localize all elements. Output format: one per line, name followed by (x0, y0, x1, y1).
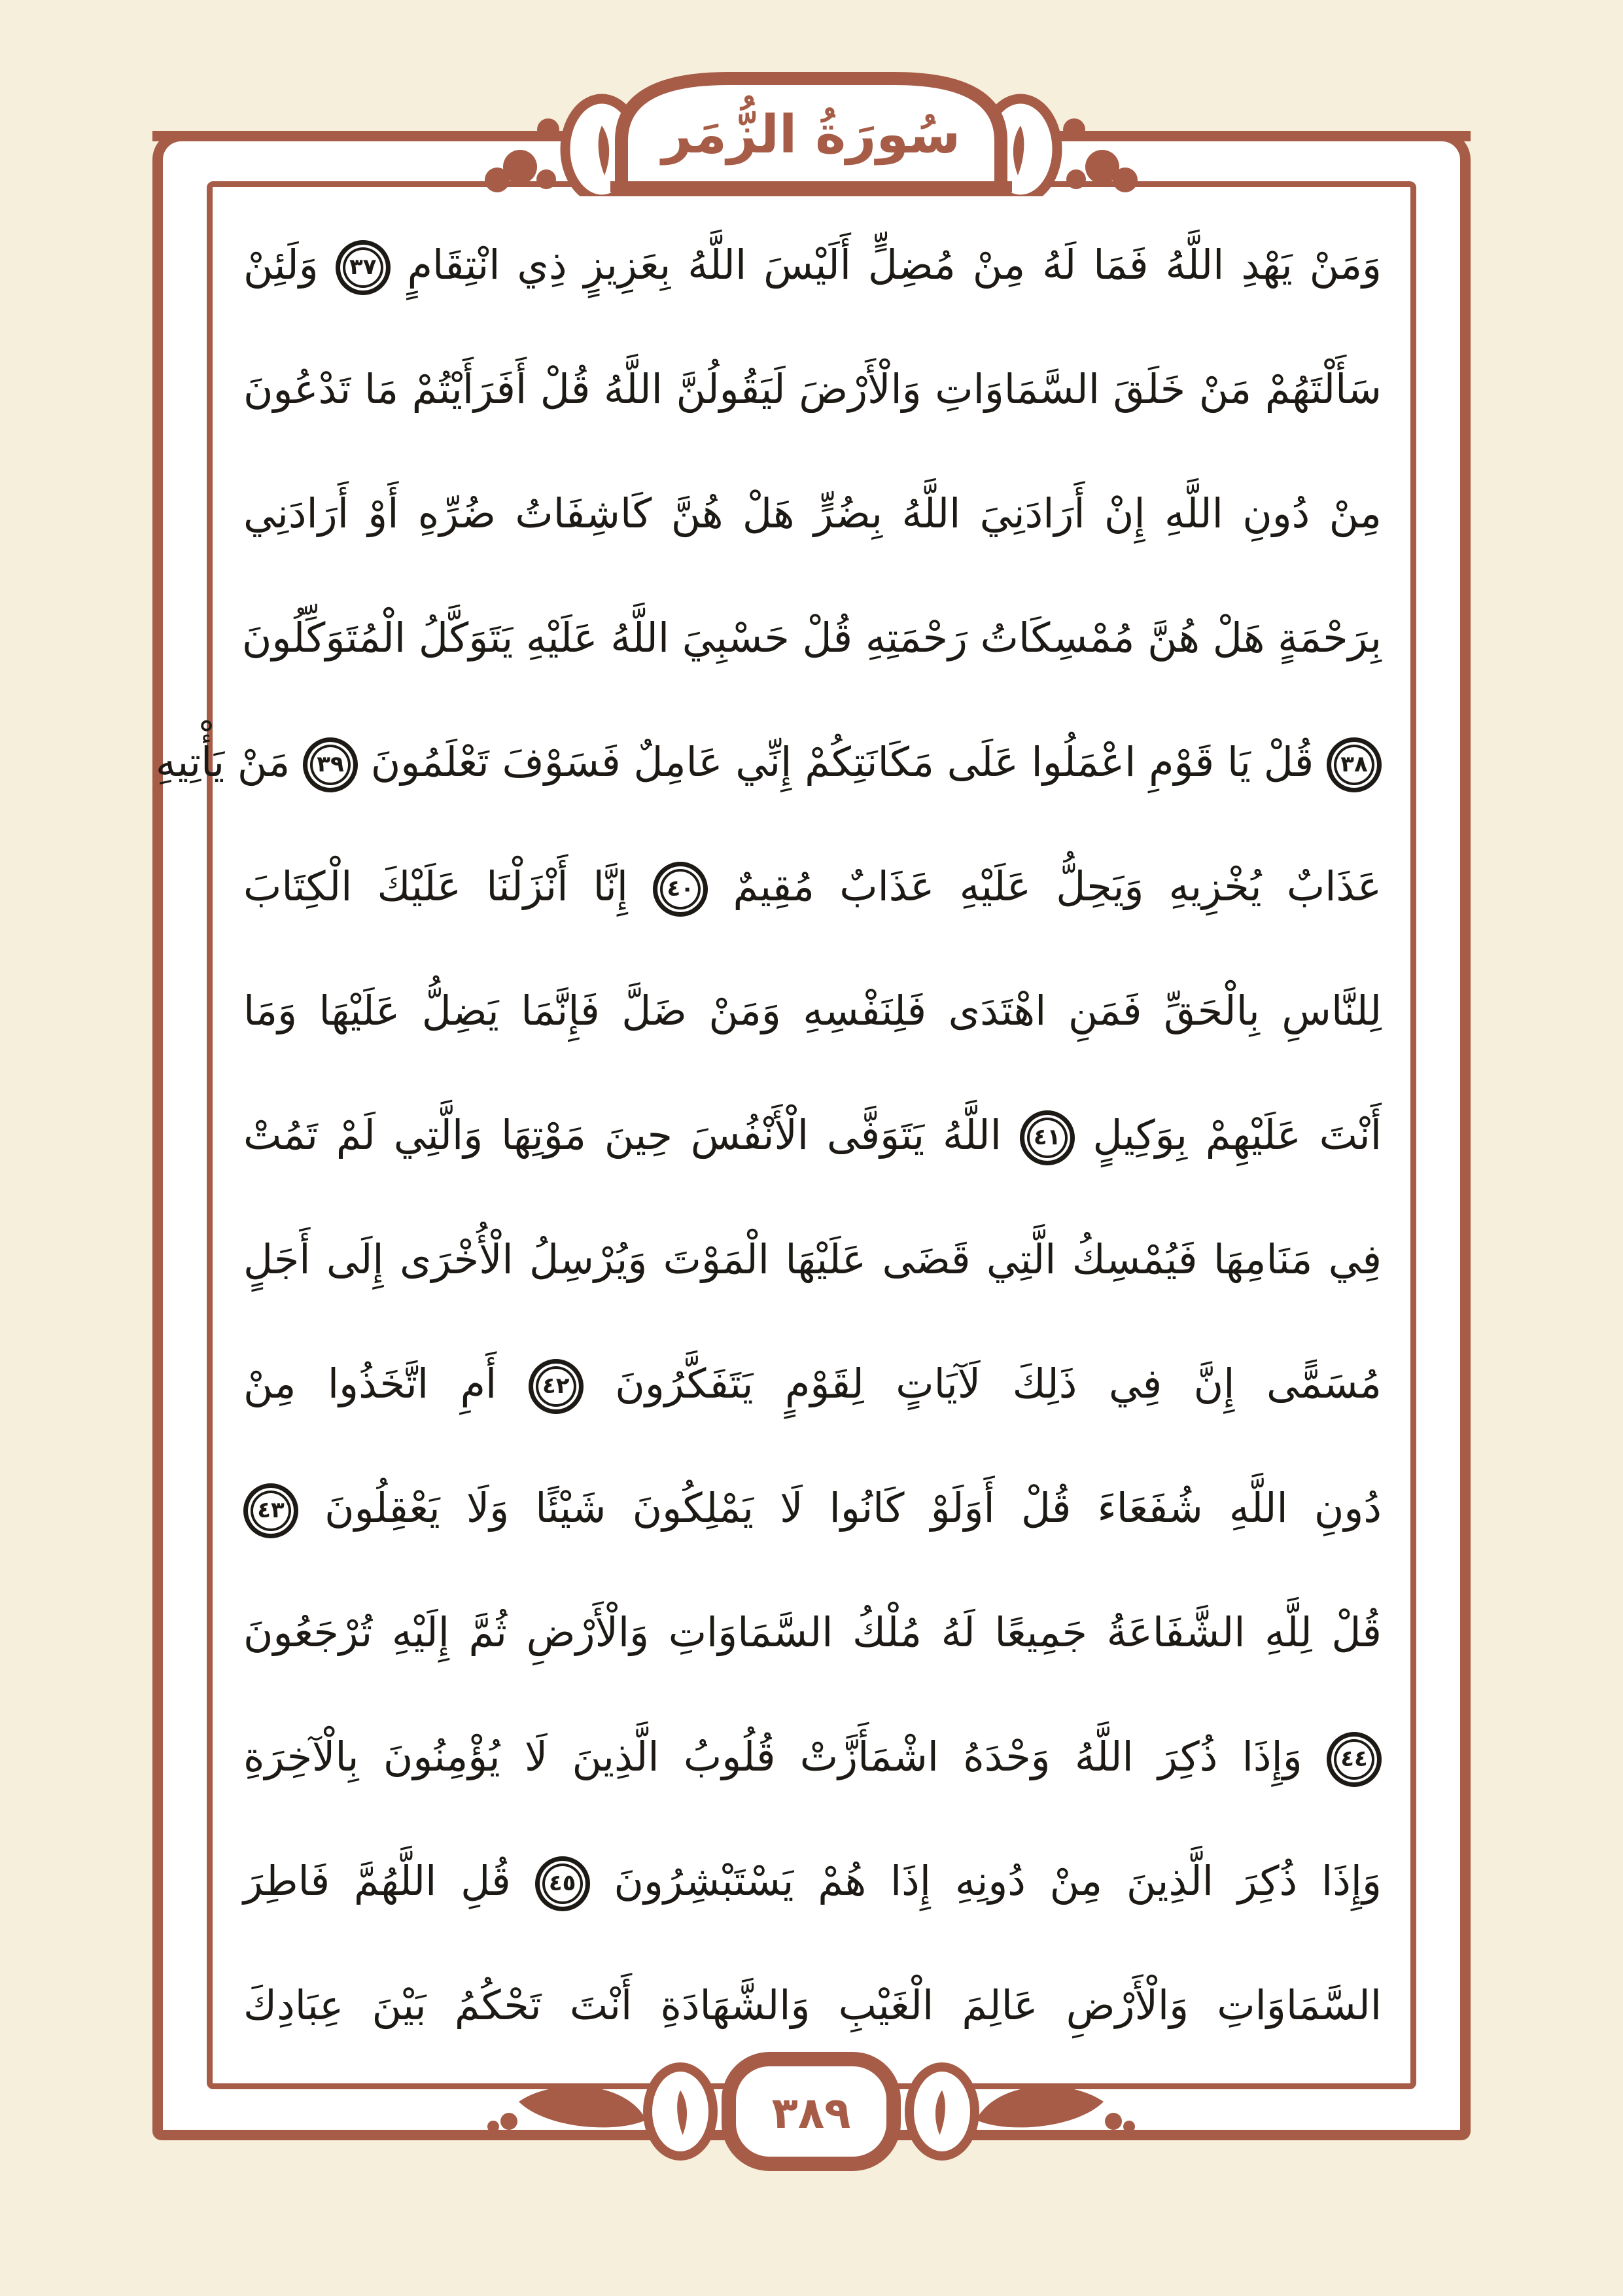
ayah-end-marker: ٤٥ (535, 1856, 590, 1911)
quran-line (243, 1322, 1382, 1446)
quran-line (243, 1197, 1382, 1322)
page-number: ٣٨٩ (771, 2088, 851, 2138)
quran-line (243, 1695, 1382, 1819)
ayah-end-marker: ٤٣ (243, 1483, 298, 1538)
quran-line (243, 824, 1382, 949)
page-number-ornament (152, 2041, 1471, 2202)
quran-line (243, 1073, 1382, 1197)
ayah-text: إِنَّا أَنْزَلْنَا عَلَيْكَ الْكِتَابَ (243, 862, 629, 910)
quran-line (243, 327, 1382, 451)
ayah-end-marker: ٣٨ (1327, 737, 1382, 792)
dome-base-line (610, 181, 1012, 192)
quran-text-block (155, 203, 1382, 2068)
quran-line (243, 949, 1382, 1073)
ayah-text: فِي مَنَامِهَا فَيُمْسِكُ الَّتِي قَضَى عَلَيْهَا الْمَوْتَ وَيُرْسِلُ الْأُخْرَى إِلَى أَجَلٍ (243, 1235, 1382, 1283)
ayah-text: وَإِذَا ذُكِرَ الَّذِينَ مِنْ دُونِهِ إِذَا هُمْ يَسْتَبْشِرُونَ (614, 1857, 1382, 1905)
quran-line (243, 1570, 1382, 1695)
quran-line (243, 576, 1382, 700)
surah-header-ornament (152, 36, 1471, 196)
ayah-text: بِرَحْمَةٍ هَلْ هُنَّ مُمْسِكَاتُ رَحْمَتِهِ قُلْ حَسْبِيَ اللَّهُ عَلَيْهِ يَتَوَكَّلُ الْمُتَوَكِّلُونَ (241, 614, 1382, 662)
ayah-text: وَإِذَا ذُكِرَ اللَّهُ وَحْدَهُ اشْمَأَزَّتْ قُلُوبُ الَّذِينَ لَا يُؤْمِنُونَ بِالْآخِرَةِ (243, 1733, 1302, 1780)
ayah-text: قُلِ اللَّهُمَّ فَاطِرَ (243, 1857, 511, 1905)
ayah-end-marker: ٤٢ (529, 1359, 584, 1414)
quran-line (243, 203, 1382, 327)
ayah-end-marker: ٤١ (1020, 1110, 1075, 1165)
quran-line (243, 1819, 1382, 1943)
ayah-text: وَمَنْ يَهْدِ اللَّهُ فَمَا لَهُ مِنْ مُضِلٍّ أَلَيْسَ اللَّهُ بِعَزِيزٍ ذِي انْتِقَامٍ (407, 241, 1382, 289)
ayah-text: قُلْ يَا قَوْمِ اعْمَلُوا عَلَى مَكَانَتِكُمْ إِنِّي عَامِلٌ فَسَوْفَ تَعْلَمُونَ (370, 738, 1314, 786)
footer-right-wing (909, 2067, 1135, 2156)
quran-line (243, 451, 1382, 576)
ayah-end-marker: ٣٩ (303, 737, 358, 792)
ayah-text: السَّمَاوَاتِ وَالْأَرْضِ عَالِمَ الْغَيْبِ وَالشَّهَادَةِ أَنْتَ تَحْكُمُ بَيْنَ عِبَادِكَ (243, 1981, 1382, 2029)
quran-line (243, 1446, 1382, 1570)
surah-title: سُورَةُ الزُّمَر (661, 104, 961, 165)
ayah-text: اللَّهُ يَتَوَفَّى الْأَنْفُسَ حِينَ مَوْتِهَا وَالَّتِي لَمْ تَمُتْ (243, 1111, 1002, 1159)
quran-line (155, 700, 1382, 824)
ayah-end-marker: ٣٧ (336, 240, 391, 295)
ayah-text: أَنْتَ عَلَيْهِمْ بِوَكِيلٍ (1092, 1111, 1382, 1159)
ayah-text: وَلَئِنْ (243, 241, 319, 289)
ayah-text: دُونِ اللَّهِ شُفَعَاءَ قُلْ أَوَلَوْ كَانُوا لَا يَمْلِكُونَ شَيْئًا وَلَا يَعْقِلُونَ (324, 1484, 1382, 1532)
footer-left-wing (487, 2067, 713, 2156)
ayah-text: لِلنَّاسِ بِالْحَقِّ فَمَنِ اهْتَدَى فَلِنَفْسِهِ وَمَنْ ضَلَّ فَإِنَّمَا يَضِلُّ عَلَيْهَا وَمَا (243, 987, 1382, 1034)
ayah-text: مَنْ يَأْتِيهِ (155, 738, 290, 786)
ayah-text: سَأَلْتَهُمْ مَنْ خَلَقَ السَّمَاوَاتِ وَالْأَرْضَ لَيَقُولُنَّ اللَّهُ قُلْ أَفَرَأَيْتُمْ مَا تَدْعُونَ (243, 365, 1382, 413)
ayah-text: أَمِ اتَّخَذُوا مِنْ (243, 1360, 497, 1407)
ayah-text: مُسَمًّى إِنَّ فِي ذَلِكَ لَآيَاتٍ لِقَوْمٍ يَتَفَكَّرُونَ (615, 1360, 1382, 1407)
ayah-end-marker: ٤٠ (653, 862, 708, 917)
ayah-text: عَذَابٌ يُخْزِيهِ وَيَحِلُّ عَلَيْهِ عَذَابٌ مُقِيمٌ (733, 862, 1382, 910)
ayah-text: قُلْ لِلَّهِ الشَّفَاعَةُ جَمِيعًا لَهُ مُلْكُ السَّمَاوَاتِ وَالْأَرْضِ ثُمَّ إِلَيْهِ تُرْجَعُونَ (243, 1608, 1382, 1656)
ayah-end-marker: ٤٤ (1327, 1732, 1382, 1787)
ayah-text: مِنْ دُونِ اللَّهِ إِنْ أَرَادَنِيَ اللَّهُ بِضُرٍّ هَلْ هُنَّ كَاشِفَاتُ ضُرِّهِ أَوْ أَرَادَنِي (243, 489, 1382, 537)
